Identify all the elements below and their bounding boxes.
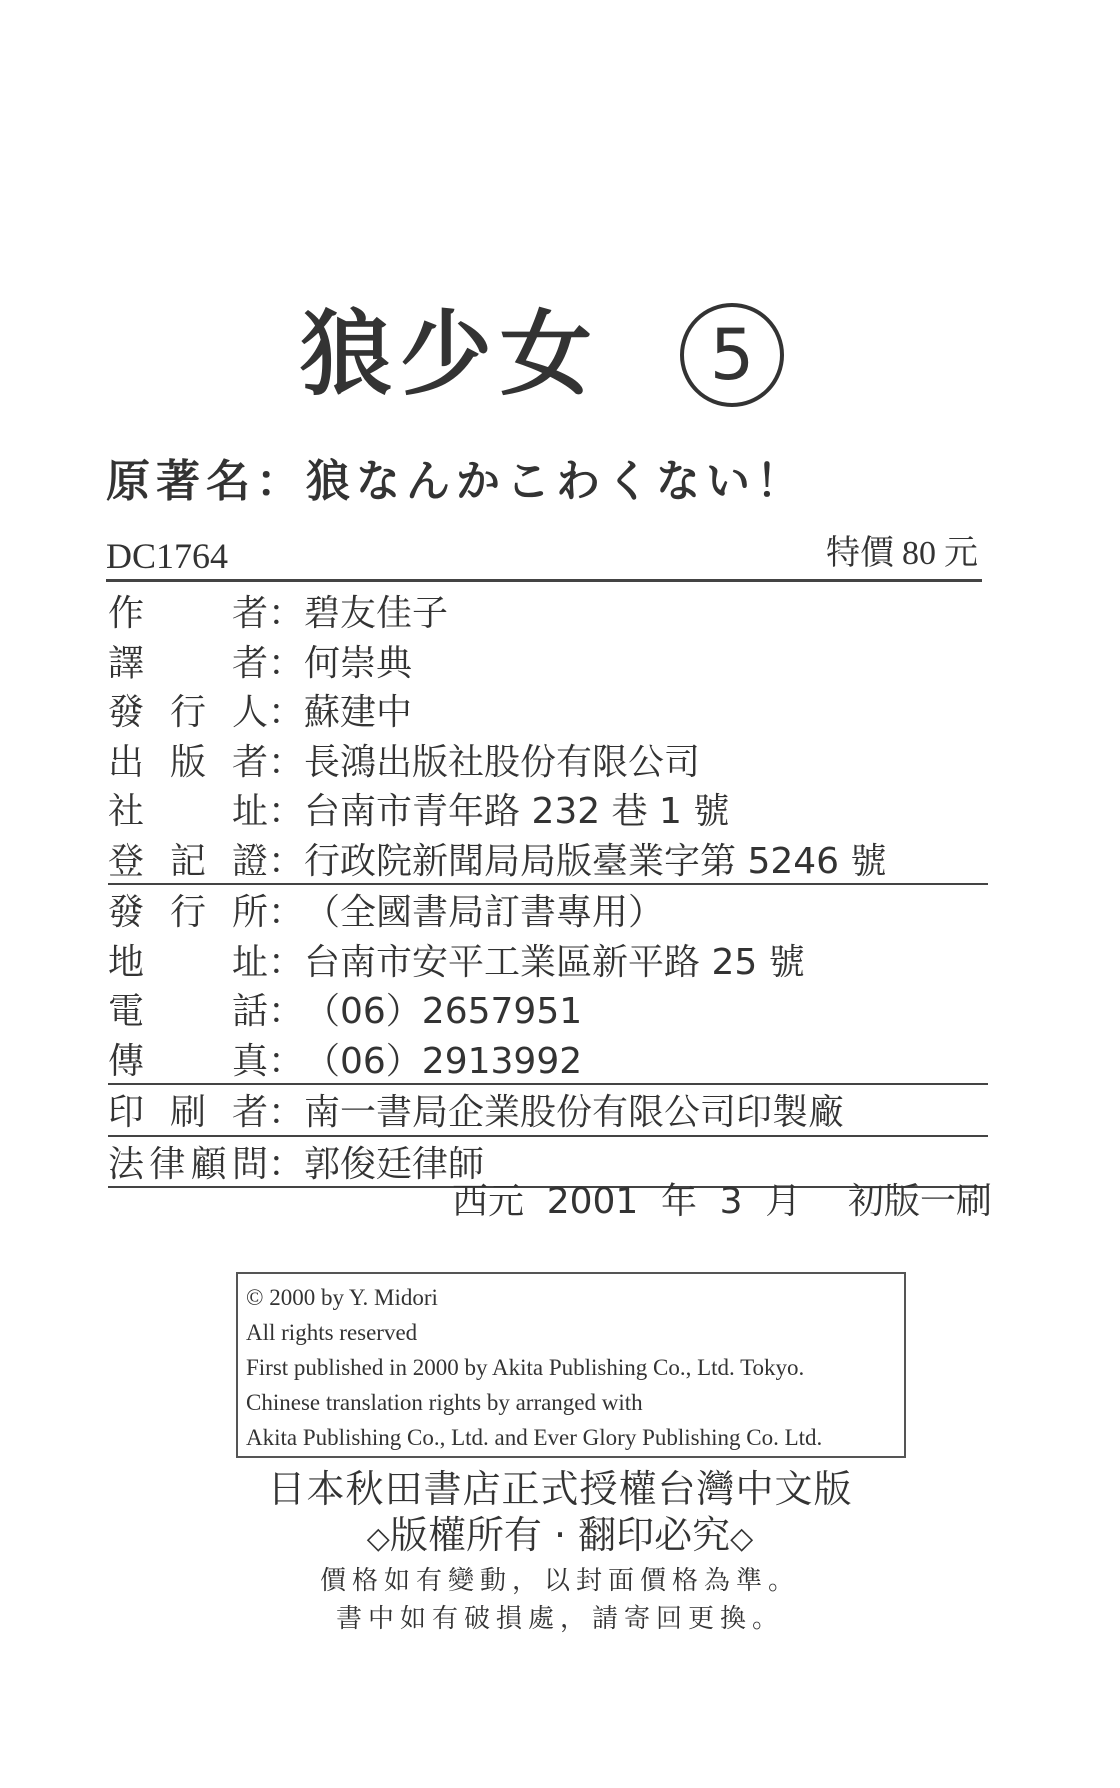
credit-row [108,586,988,636]
code-price-row [106,533,982,582]
credits-list [108,586,988,1188]
credit-label-char: 真 [231,1040,268,1082]
credit-colon: ： [268,840,305,882]
edition-line [452,1174,992,1230]
credit-label [108,833,268,884]
price-unit: 元 [944,533,978,573]
credit-label-char: 地 [108,941,145,983]
credit-label-char: 行 [169,692,206,734]
credit-row [108,784,988,834]
credit-value: （06）2657951 [304,991,583,1033]
authorization-statement: 日本秋田書店正式授權台灣中文版 [267,1467,853,1511]
credit-label-char: 發 [108,892,145,934]
credit-value: 碧友佳子 [304,593,449,635]
edition-era: 西元 [452,1181,525,1222]
credit-label-char: 發 [108,692,145,734]
book-title: 狼少女 [300,301,601,408]
price [826,532,978,575]
edition-printing: 初版一刷 [847,1181,992,1222]
credit-label-char: 傳 [108,1040,145,1082]
price-label: 特價 [826,533,894,573]
credit-label [108,1084,268,1135]
credit-label [108,734,268,785]
product-code: DC1764 [106,536,229,576]
credit-colon: ： [268,941,305,983]
edition-month: 3 [719,1181,743,1222]
credit-row [108,834,988,886]
damage-note: 書中如有破損處，請寄回更換。 [335,1604,784,1634]
credit-label [108,684,268,735]
original-title: 原著名：狼なんかこわくない！ [106,456,806,507]
credit-label-char: 者 [231,1092,268,1134]
copyright-box [236,1272,906,1458]
credit-label-char: 行 [169,892,206,934]
edition-month-unit: 月 [765,1181,802,1222]
diamond-icon: ◇ [366,1521,390,1556]
credit-value: 南一書局企業股份有限公司印製廠 [304,1092,845,1134]
credit-label-char: 址 [231,941,268,983]
credit-colon: ： [268,1143,305,1185]
credit-row [108,1085,988,1137]
credit-label-char: 話 [231,991,268,1033]
credit-label-char: 出 [108,741,145,783]
credit-row [108,636,988,686]
rights-statement [0,1504,1120,1559]
credit-label [108,635,268,686]
credit-label-char: 刷 [169,1092,206,1134]
credit-value: 蘇建中 [304,692,413,734]
credit-label-char: 者 [231,642,268,684]
credit-label-char: 版 [169,741,206,783]
credit-colon: ： [268,991,305,1033]
credit-label [108,585,268,636]
credit-label-char: 律 [149,1143,186,1185]
copyright-line: First published in 2000 by Akita Publishing Co., Ltd. Tokyo. [246,1355,805,1380]
copyright-line: Chinese translation rights by arranged with [246,1390,643,1415]
title-row [300,300,784,410]
credit-value: 行政院新聞局局版臺業字第 5246 號 [304,840,887,882]
credit-colon: ： [268,741,305,783]
credit-label [108,783,268,834]
diamond-icon: ◇ [730,1521,754,1556]
copyright-line: Akita Publishing Co., Ltd. and Ever Glory Publishing Co. Ltd. [246,1425,823,1450]
credit-value: 郭俊廷律師 [304,1143,485,1185]
rights-text: 版權所有 · 翻印必究 [389,1513,731,1557]
price-note: 價格如有變動，以封面價格為準。 [319,1566,800,1596]
edition-year: 2001 [546,1181,639,1222]
edition-year-unit: 年 [660,1181,697,1222]
credit-label-char: 社 [108,791,145,833]
credit-colon: ： [268,892,305,934]
credit-label-char: 記 [169,840,206,882]
credit-colon: ： [268,1092,305,1134]
price-amount: 80 [902,535,936,572]
credit-label-char: 電 [108,991,145,1033]
credit-label [108,1136,268,1187]
credit-row [108,1034,988,1086]
credit-row [108,735,988,785]
copyright-line: All rights reserved [246,1320,418,1345]
credit-label-char: 者 [231,593,268,635]
credit-row [108,984,988,1034]
credit-label-char: 顧 [190,1143,227,1185]
credit-colon: ： [268,692,305,734]
credit-value: （06）2913992 [304,1040,583,1082]
credit-label-char: 址 [231,791,268,833]
credit-colon: ： [268,791,305,833]
credit-value: 何崇典 [304,642,413,684]
credit-value: 長鴻出版社股份有限公司 [304,741,701,783]
credit-label-char: 問 [231,1143,268,1185]
credit-label [108,934,268,985]
credit-label-char: 證 [231,840,268,882]
volume-number: 5 [680,303,784,407]
credit-label-char: 者 [231,741,268,783]
credit-label-char: 所 [231,892,268,934]
credit-value: 台南市安平工業區新平路 25 號 [304,941,805,983]
credit-value: 台南市青年路 232 巷 1 號 [304,791,730,833]
credit-row [108,685,988,735]
credit-label-char: 法 [108,1143,145,1185]
credit-row [108,935,988,985]
copyright-line: © 2000 by Y. Midori [246,1285,438,1310]
credit-colon: ： [268,1040,305,1082]
credit-label [108,884,268,935]
credit-row [108,885,988,935]
credit-label-char: 譯 [108,642,145,684]
credit-colon: ： [268,642,305,684]
credit-label [108,983,268,1034]
credit-label-char: 印 [108,1092,145,1134]
credit-label-char: 作 [108,593,145,635]
credit-label-char: 登 [108,840,145,882]
credit-label [108,1033,268,1084]
credit-label-char: 人 [231,692,268,734]
credit-colon: ： [268,593,305,635]
credit-value: （全國書局訂書專用） [304,892,665,934]
